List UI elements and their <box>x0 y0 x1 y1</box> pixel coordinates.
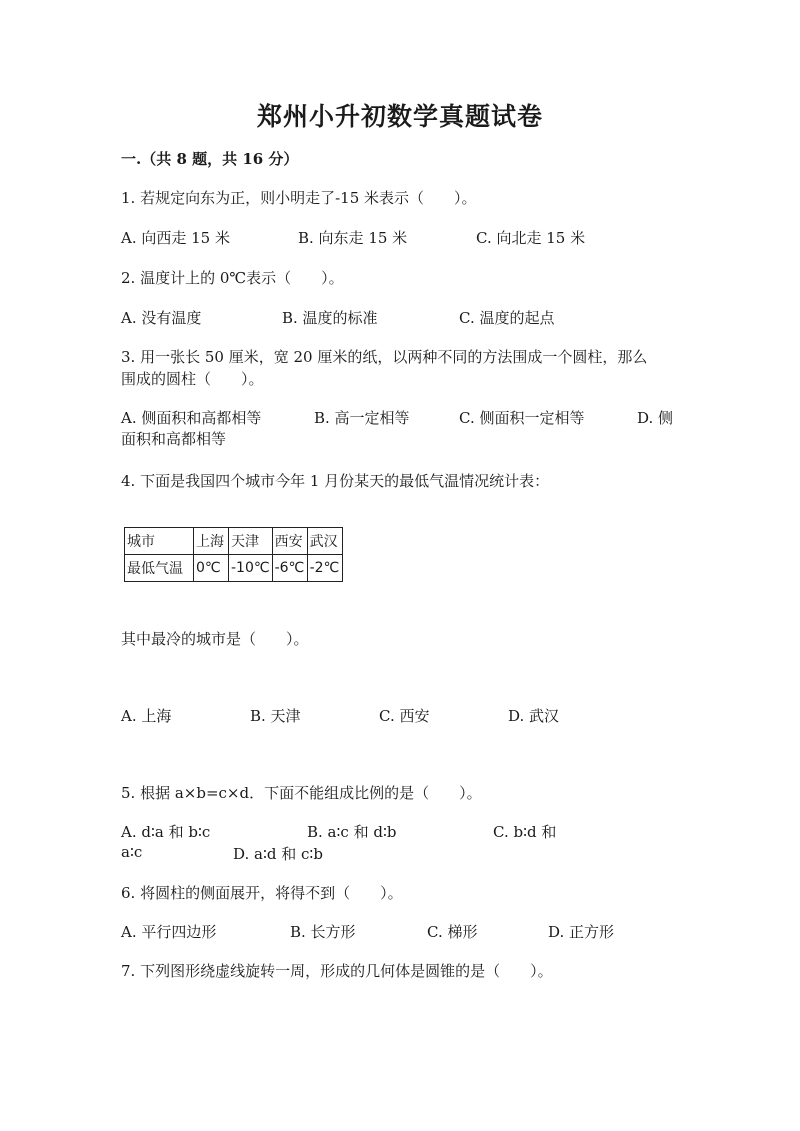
section-header: 一.（共 8 题，共 16 分） <box>121 150 299 168</box>
question-1-option-a: A. 向西走 15 米 <box>121 229 230 247</box>
question-7-stem: 7. 下列图形绕虚线旋转一周，形成的几何体是圆锥的是（ ）。 <box>121 962 553 980</box>
page-title: 郑州小升初数学真题试卷 <box>256 102 543 131</box>
question-2-option-a: A. 没有温度 <box>121 309 202 327</box>
question-4-stem: 4. 下面是我国四个城市今年 1 月份某天的最低气温情况统计表： <box>121 472 550 490</box>
question-5-stem: 5. 根据 a×b=c×d．下面不能组成比例的是（ ）。 <box>121 784 482 802</box>
question-1-option-b: B. 向东走 15 米 <box>298 229 408 247</box>
question-6-option-b: B. 长方形 <box>290 923 356 941</box>
question-3-option-b: B. 高一定相等 <box>314 409 410 427</box>
question-6-option-d: D. 正方形 <box>548 923 615 941</box>
question-5-option-c: C. b∶d 和 <box>493 823 557 841</box>
table-cell: -10℃ <box>229 555 273 582</box>
table-cell: -6℃ <box>272 555 307 582</box>
question-3-option-d-continued: 面积和高都相等 <box>121 430 227 448</box>
table-cell: 城市 <box>125 528 194 555</box>
question-2-option-b: B. 温度的标准 <box>282 309 378 327</box>
question-4-option-c: C. 西安 <box>379 707 430 725</box>
table-cell: 武汉 <box>307 528 342 555</box>
table-cell: 天津 <box>229 528 273 555</box>
table-cell: 0℃ <box>194 555 229 582</box>
question-1-stem: 1. 若规定向东为正，则小明走了-15 米表示（ ）。 <box>121 189 477 207</box>
question-4-option-d: D. 武汉 <box>508 707 560 725</box>
question-2-stem: 2. 温度计上的 0℃表示（ ）。 <box>121 269 344 287</box>
question-3-option-c: C. 侧面积一定相等 <box>459 409 585 427</box>
table-cell: -2℃ <box>307 555 342 582</box>
question-5-option-d: D. a∶d 和 c∶b <box>233 845 323 863</box>
table-cell: 最低气温 <box>125 555 194 582</box>
question-6-option-c: C. 梯形 <box>427 923 478 941</box>
question-6-stem: 6. 将圆柱的侧面展开，将得不到（ ）。 <box>121 884 403 902</box>
question-5-option-b: B. a∶c 和 d∶b <box>307 823 397 841</box>
question-6-option-a: A. 平行四边形 <box>121 923 217 941</box>
table-cell: 上海 <box>194 528 229 555</box>
table-row <box>125 555 343 582</box>
question-3-option-d: D. 侧 <box>637 409 674 427</box>
question-3-stem-line1: 3. 用一张长 50 厘米，宽 20 厘米的纸，以两种不同的方法围成一个圆柱，那么 <box>121 348 648 366</box>
question-2-option-c: C. 温度的起点 <box>459 309 555 327</box>
temperature-table <box>124 527 343 582</box>
question-1-option-c: C. 向北走 15 米 <box>476 229 586 247</box>
question-4-question: 其中最冷的城市是（ ）。 <box>121 630 309 648</box>
question-5-option-a: A. d∶a 和 b∶c <box>121 823 211 841</box>
question-3-option-a: A. 侧面积和高都相等 <box>121 409 262 427</box>
question-4-option-b: B. 天津 <box>250 707 301 725</box>
question-5-option-c-continued: a∶c <box>121 843 143 861</box>
table-cell: 西安 <box>272 528 307 555</box>
table-row <box>125 528 343 555</box>
question-4-option-a: A. 上海 <box>121 707 172 725</box>
question-3-stem-line2: 围成的圆柱（ ）。 <box>121 370 264 388</box>
